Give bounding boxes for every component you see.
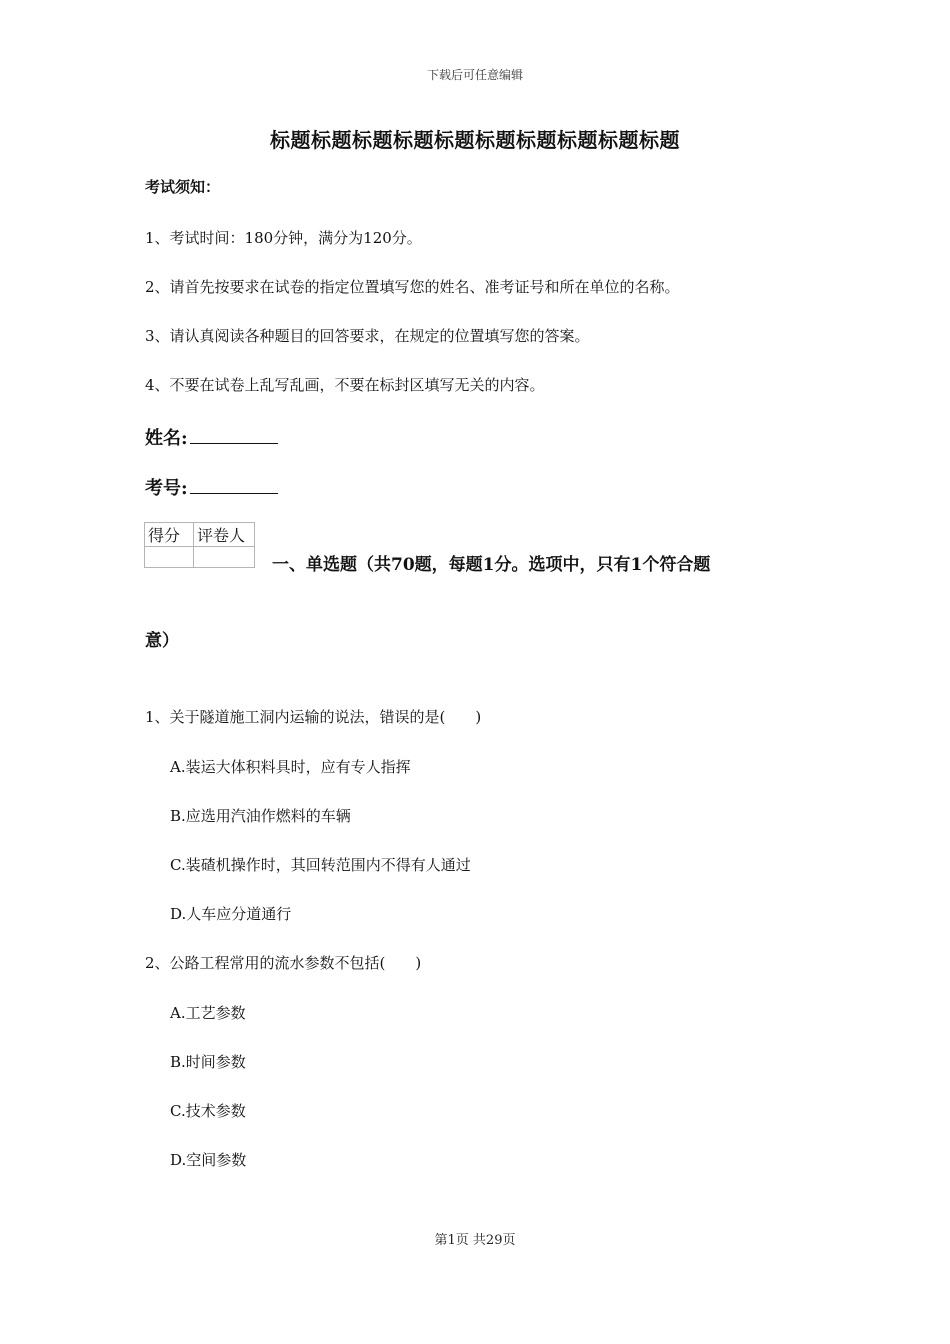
grader-cell bbox=[194, 547, 255, 568]
page-footer: 第1页 共29页 bbox=[434, 1233, 516, 1248]
question-1-option-b: B.应选用汽油作燃料的车辆 bbox=[170, 807, 351, 825]
header-note: 下载后可任意编辑 bbox=[426, 68, 523, 82]
name-label: 姓名: bbox=[145, 428, 188, 449]
score-header: 得分 bbox=[145, 523, 194, 547]
question-1-option-d: D.人车应分道通行 bbox=[170, 905, 292, 923]
score-table bbox=[144, 522, 255, 568]
notice-rule-3: 3、请认真阅读各种题目的回答要求，在规定的位置填写您的答案。 bbox=[145, 327, 590, 345]
section-title-continued: 意） bbox=[145, 631, 179, 651]
id-label: 考号: bbox=[145, 478, 188, 499]
id-blank-line bbox=[190, 475, 278, 494]
question-2-option-c: C.技术参数 bbox=[170, 1102, 246, 1120]
question-2: 2、公路工程常用的流水参数不包括( ) bbox=[145, 954, 422, 972]
score-table-blank-row bbox=[145, 547, 255, 568]
notice-rule-2: 2、请首先按要求在试卷的指定位置填写您的姓名、准考证号和所在单位的名称。 bbox=[145, 278, 680, 296]
id-field bbox=[145, 474, 278, 500]
notice-rule-4: 4、不要在试卷上乱写乱画，不要在标封区填写无关的内容。 bbox=[145, 376, 545, 394]
question-1-option-a: A.装运大体积料具时，应有专人指挥 bbox=[170, 758, 411, 776]
question-2-option-d: D.空间参数 bbox=[170, 1151, 247, 1169]
question-1-option-c: C.装碴机操作时，其回转范围内不得有人通过 bbox=[170, 856, 471, 874]
score-cell bbox=[145, 547, 194, 568]
notice-heading: 考试须知： bbox=[145, 178, 221, 196]
section-title: 一、单选题（共70题，每题1分。选项中，只有1个符合题 bbox=[272, 555, 711, 575]
grader-header: 评卷人 bbox=[194, 523, 255, 547]
name-blank-line bbox=[190, 425, 278, 444]
notice-rule-1: 1、考试时间：180分钟，满分为120分。 bbox=[145, 229, 422, 247]
question-2-option-a: A.工艺参数 bbox=[170, 1004, 246, 1022]
name-field bbox=[145, 424, 278, 450]
document-title: 标题标题标题标题标题标题标题标题标题标题 bbox=[270, 128, 680, 152]
score-table-header-row bbox=[145, 523, 255, 547]
question-2-option-b: B.时间参数 bbox=[170, 1053, 246, 1071]
question-1: 1、关于隧道施工洞内运输的说法，错误的是( ) bbox=[145, 708, 482, 726]
